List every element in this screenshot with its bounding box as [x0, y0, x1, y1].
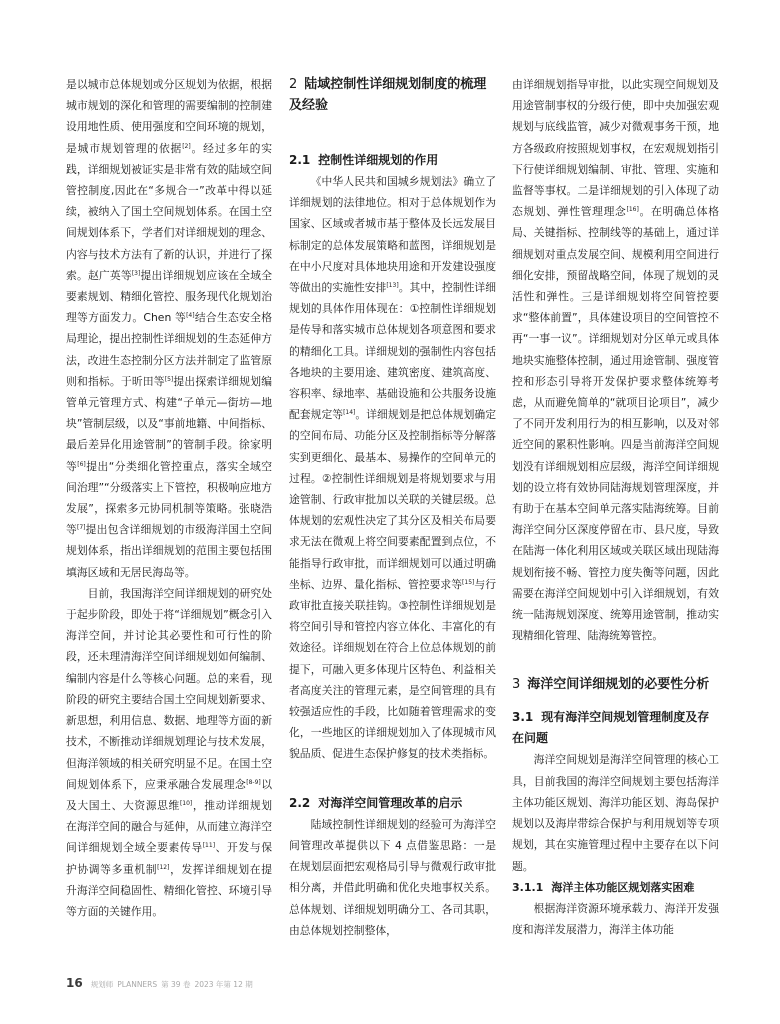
subsubsection-heading: 3.1.1 海洋主体功能区规划落实困难 — [512, 880, 695, 894]
journal-name-en: PLANNERS — [117, 980, 158, 989]
paragraph: 根据海洋资源环境承载力、海洋开发强度和海洋发展潜力，海洋主体功能 — [512, 901, 719, 937]
citation: [3] — [131, 269, 141, 277]
paragraph: 是以城市总体规划或分区规划为依据，根据城市规划的深化和管理的需要编制的控制建设用地性质、使用强度和空间环境的规划，是城市规划管理的依据[2]。经过多年的实践，详细规划被证实是非常有效的陆域空间管控制度,因此在“多规合一”改革中得以延续，被纳入了国土空间规划体系。在国土空间规划体系下，学者们对详细规划的理念、内容与技术方法有了新的认识，并进行了探索。赵广英等[3]提出详细规划应该在全域全要素规划、精细化管控、服务现代化规划治理等方面发力。Chen 等[4]结合生态安全格局理论，提出控制性详细规划的生态延伸方法，改进生态控制分区方法并制定了监管原则和指标。于昕田等[5]提出探索详细规划编管单元管理方式、构建“子单元—街坊—地块”管制层级，以及“事前地籍、中间指标、最后差异化用途管制”的管制手段。徐家明等[6]提出“分类细化管控重点，落实全域空间治理”“分级落实上下管控，积极响应地方发展”，探索多元协同机制等策略。张晓浩等[7]提出包含详细规划的市级海洋国土空间规划体系，指出详细规划的范围主要包括围填海区域和无居民海岛等。 — [66, 78, 273, 579]
citation: [14] — [343, 409, 356, 417]
paragraph: 目前，我国海洋空间详细规划的研究处于起步阶段，即处于将“详细规划”概念引入海洋空间，并讨论其必要性和可行性的阶段，还未理清海洋空间详细规划如何编制、编制内容是什么等核心问题。总的来看，现阶段的研究主要结合国土空间规划新要求、新思想，利用信息、数据、地理等方面的新技术，不断推动详细规划理论与技术发展，但海洋领域的相关研究明显不足。在国土空间规划体系下，应秉承融合发展理念[8-9]以及大国土、大资源思维[10]，推动详细规划在海洋空间的融合与延伸，从而建立海洋空间详细规划全域全要素传导[11]、开发与保护协调等多重机制[12]，发挥详细规划在提升海洋空间稳固性、精细化管控、环境引导等方面的关键作用。 — [66, 586, 273, 918]
citation: [13] — [386, 282, 399, 290]
subsection-heading: 2.2 对海洋空间管理改革的启示 — [289, 795, 463, 810]
citation: [16] — [626, 206, 639, 214]
page-footer — [66, 976, 257, 990]
citation: [5] — [164, 375, 174, 383]
section-heading: 3 海洋空间详细规划的必要性分析 — [512, 677, 710, 693]
journal-name: 规划师 — [90, 980, 114, 989]
subsection-heading: 3.1 现有海洋空间规划管理制度及存在问题 — [512, 710, 710, 746]
citation: [4] — [186, 312, 195, 320]
citation: [2] — [182, 142, 191, 150]
section-heading: 2 陆域控制性详细规划制度的梳理及经验 — [289, 77, 487, 113]
paragraph: 《中华人民共和国城乡规划法》确立了详细规划的法律地位。相对于总体规划作为国家、区域或者城市基于整体及长远发展目标制定的总体发展策略和蓝图，详细规划是在中小尺度对具体地块用途和开发建设强度等做出的实施性安排[13]。其中，控制性详细规划的具体作用体现在：①控制性详细规划是传导和落实城市总体规划各项意图和要求的精细化工具。详细规划的强制性内容包括各地块的主要用途、建筑密度、建筑高度、容积率、绿地率、基础设施和公共服务设施配套规定等[14]。详细规划是把总体规划确定的空间布局、功能分区及控制指标等分解落实到更细化、最基本、易操作的空间单元的过程。②控制性详细规划是将规划要求与用途管制、行政审批加以关联的关键层级。总体规划的宏观性决定了其分区及相关布局要求无法在微观上将空间要素配置到点位，不能指导行政审批，而详细规划可以通过明确坐标、边界、量化指标、管控要求等[15]与行政审批直接关联挂钩。③控制性详细规划是将空间引导和管控内容立体化、丰富化的有效途径。详细规划在符合上位总体规划的前提下，可融入更多体现片区特色、利益相关者高度关注的管理元素，是空间管理的具有较强适应性的手段，比如随着管理需求的变化，一些地区的详细规划加入了体现城市风貌品质、促进生态保护修复的技术类指标。 — [289, 175, 497, 761]
citation: [6] — [77, 460, 86, 468]
page-number: 16 — [66, 976, 83, 990]
citation: [8-9] — [246, 778, 261, 786]
column-right — [512, 74, 719, 940]
paragraph: 由详细规划指导审批，以此实现空间规划及用途管制事权的分级行使，即中央加强宏观规划与底线监管，减少对微观事务干预，地方各级政府按照规划事权，在宏观规划指引下行使详细规划编制、审批、管理、实施和监督等事权。二是详细规划的引入体现了动态规划、弹性管理理念[16]。在明确总体格局、关键指标、控制线等的基础上，通过详细规划对重点发展空间、规模利用空间进行细化安排，预留战略空间，体现了规划的灵活性和弹性。三是详细规划将空间管控要求“整体前置”，具体建设项目的空间管控不再“一事一议”。详细规划对分区单元或具体地块实施整体控制，通过用途管制、强度管控和形态引导将开发保护要求整体统筹考虑，从而避免简单的“就项目论项目”，减少了不同开发利用行为的相互影响，以及对邻近空间的累积性影响。四是当前海洋空间规划没有详细规划相应层级，海洋空间详细规划的设立将有效协同陆海规划管理深度，并有助于在基本空间单元落实陆海统筹。目前海洋空间分区深度停留在市、县尺度，导致在陆海一体化利用区域或关联区域出现陆海规划衔接不畅、管控力度失衡等问题，因此需要在海洋空间规划中引入详细规划，有效统一陆海规划深度、统筹用途管制，推动实现精细化管理、陆海统筹管控。 — [512, 78, 720, 643]
paragraph: 海洋空间规划是海洋空间管理的核心工具，目前我国的海洋空间规划主要包括海洋主体功能区规划、海洋功能区划、海岛保护规划以及海岸带综合保护与利用规划等专项规划，其在实施管理过程中主要存在以下问题。 — [512, 753, 719, 873]
subsection-heading: 2.1 控制性详细规划的作用 — [289, 153, 439, 167]
column-middle — [289, 74, 496, 941]
citation: [10] — [179, 799, 193, 807]
citation: [12] — [157, 863, 170, 871]
column-left — [66, 74, 272, 922]
citation: [15] — [462, 578, 475, 586]
volume-label: 第 39 卷 — [161, 980, 191, 989]
citation: [11] — [202, 842, 216, 850]
issue-label: 2023 年第 12 期 — [194, 980, 253, 989]
paragraph: 陆域控制性详细规划的经验可为海洋空间管理改革提供以下 4 点借鉴思路：一是在规划层面把宏观格局引导与微观行政审批相分离，并借此明确和优化央地事权关系。总体规划、详细规划明确分工、各司其职，由总体规划控制整体， — [289, 817, 496, 937]
citation: [7] — [76, 524, 86, 532]
